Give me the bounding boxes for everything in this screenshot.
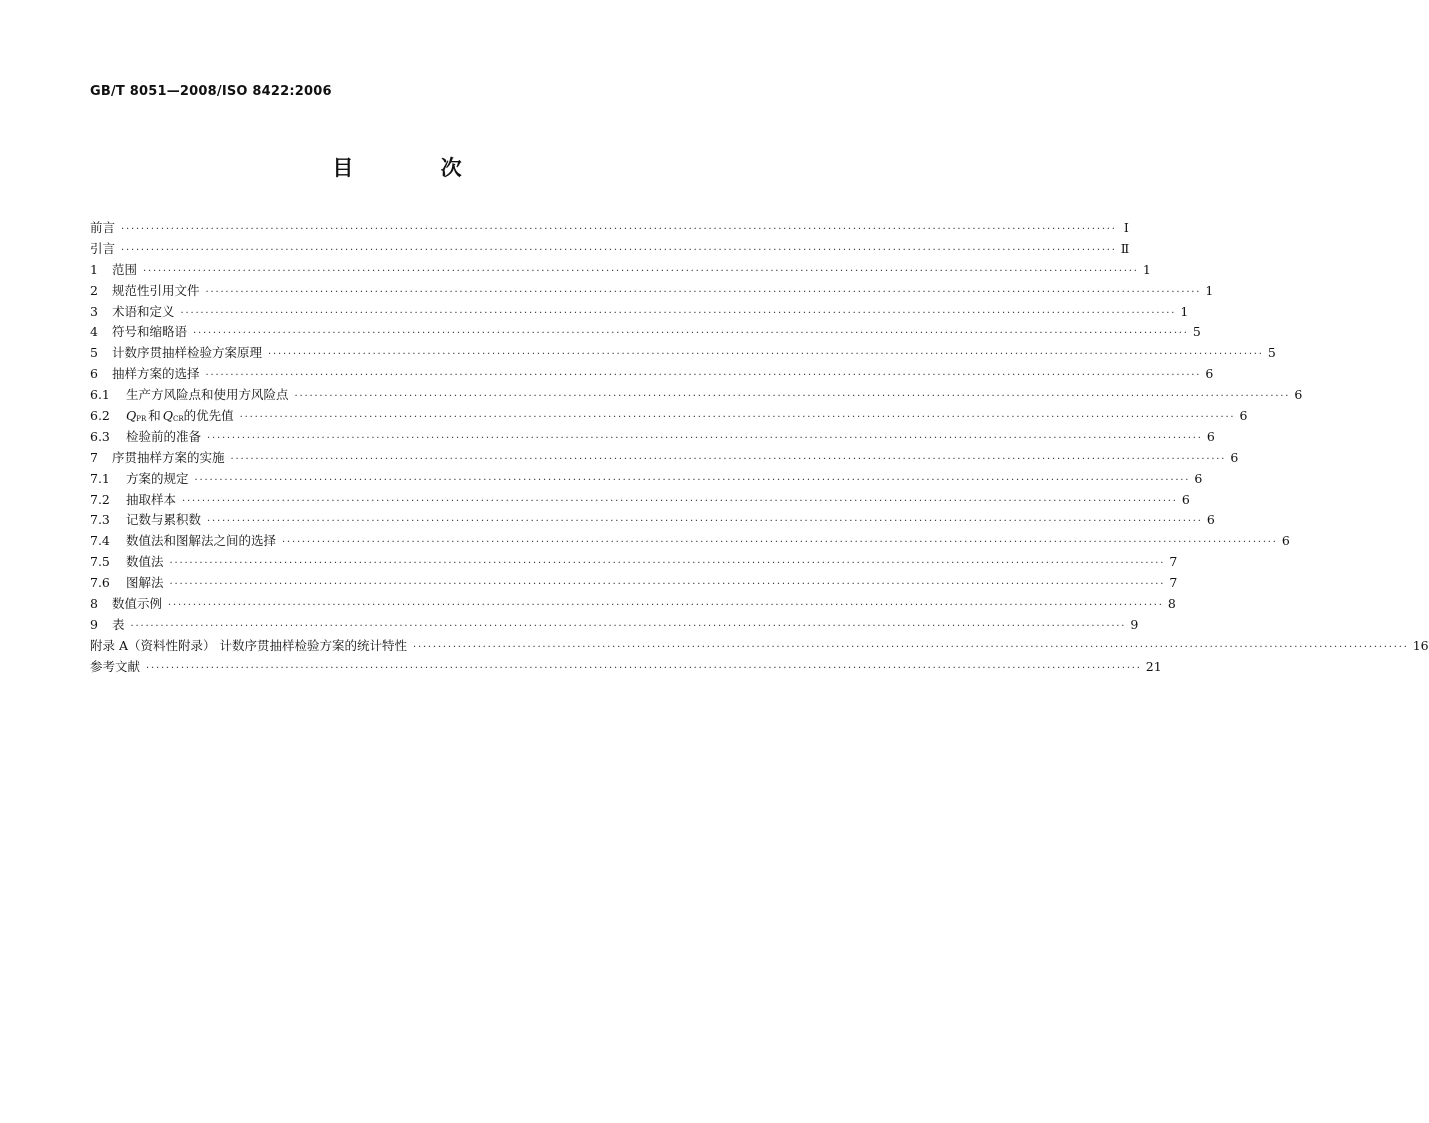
toc-page-number: 1 <box>1205 282 1214 298</box>
toc-leader-dots: ········································································································································································································ <box>412 641 1409 653</box>
toc-page-number: 5 <box>1267 345 1276 361</box>
toc-entry-label: 前言 <box>90 220 116 235</box>
toc-leader-dots: ········································································································································································································ <box>180 307 1177 319</box>
toc-entry[interactable] <box>90 427 1215 448</box>
toc-entry-label: 术语和定义 <box>112 303 175 319</box>
toc-leader-dots: ········································································································································································································ <box>207 432 1203 444</box>
toc-page-number: 7 <box>1169 575 1178 591</box>
toc-page-number: 6 <box>1239 408 1248 424</box>
toc-entry[interactable] <box>90 552 1178 573</box>
toc-page-number: Ⅱ <box>1120 240 1130 256</box>
toc-leader-dots: ········································································································································································································ <box>193 328 1189 340</box>
toc-label-part: Q <box>126 408 137 424</box>
toc-entry[interactable] <box>90 406 1248 427</box>
toc-page-number: 6 <box>1181 491 1190 507</box>
toc-section-number: 7.1 <box>90 470 110 486</box>
toc-leader-dots: ········································································································································································································ <box>169 579 1166 591</box>
toc-section-number: 2 <box>90 282 98 298</box>
toc-leader-dots: ········································································································································································································ <box>146 662 1142 674</box>
toc-entry[interactable] <box>90 239 1130 260</box>
toc-leader-dots: ········································································································································································································ <box>121 224 1117 235</box>
toc-page-number: 6 <box>1205 366 1214 382</box>
toc-entry[interactable] <box>90 322 1201 343</box>
toc-page-number: Ⅰ <box>1123 220 1129 235</box>
toc-leader-dots: ········································································································································································································ <box>143 265 1139 277</box>
toc-entry[interactable] <box>90 385 1303 406</box>
toc-page-number: 6 <box>1206 512 1215 528</box>
toc-page-number: 6 <box>1281 533 1290 549</box>
toc-entry-label: 参考文献 <box>90 658 141 674</box>
toc-entry[interactable] <box>90 448 1239 469</box>
toc-section-number: 7.3 <box>90 512 110 528</box>
toc-leader-dots: ········································································································································································································ <box>294 391 1291 403</box>
toc-entry-label: 数值法 <box>126 554 164 570</box>
toc-entry[interactable] <box>90 260 1151 281</box>
toc-entry-label: 生产方风险点和使用方风险点 <box>126 387 289 403</box>
toc-label-part: PR <box>136 415 147 424</box>
toc-section-number: 7 <box>90 449 98 465</box>
toc-entry[interactable] <box>90 531 1290 552</box>
toc-label-part: 和 <box>148 408 161 424</box>
toc-entry-label: 检验前的准备 <box>126 428 202 444</box>
toc-entry[interactable] <box>90 281 1214 302</box>
toc-section-number: 4 <box>90 324 98 340</box>
toc-leader-dots: ········································································································································································································ <box>168 600 1164 612</box>
toc-page-number: 1 <box>1180 303 1189 319</box>
toc-leader-dots: ········································································································································································································ <box>282 537 1278 549</box>
toc-page-number: 9 <box>1130 616 1139 632</box>
toc-leader-dots: ········································································································································································································ <box>205 286 1202 298</box>
toc-leader-dots: ········································································································································································································ <box>268 349 1264 361</box>
toc-entry[interactable] <box>90 469 1203 490</box>
toc-entry[interactable] <box>90 302 1189 323</box>
toc-entry-label: 规范性引用文件 <box>112 282 200 298</box>
toc-page-number: 6 <box>1206 428 1215 444</box>
toc-entry-label: 附录 A（资料性附录） 计数序贯抽样检验方案的统计特性 <box>90 637 407 653</box>
toc-entry[interactable] <box>90 218 1129 239</box>
toc-section-number: 6.1 <box>90 387 110 403</box>
toc-label-part: Q <box>162 408 173 424</box>
toc-page-number: 21 <box>1145 658 1162 674</box>
toc-section-number: 7.6 <box>90 575 110 591</box>
toc-entry-label: 数值示例 <box>112 596 163 612</box>
toc-entry-label: 抽样方案的选择 <box>112 366 200 382</box>
toc-entry-label: 引言 <box>90 240 116 256</box>
toc-page-number: 5 <box>1192 324 1201 340</box>
toc-entry[interactable] <box>90 364 1214 385</box>
toc-entry-label: 计数序贯抽样检验方案原理 <box>112 345 263 361</box>
toc-leader-dots: ········································································································································································································ <box>130 620 1127 632</box>
toc-leader-dots: ········································································································································································································ <box>239 412 1236 424</box>
toc-entry-label: 范围 <box>112 261 138 277</box>
toc-entry[interactable] <box>90 510 1215 531</box>
toc-entry-label: 抽取样本 <box>126 491 177 507</box>
toc-entry-label: 表 <box>112 616 125 632</box>
toc-entry-label: 序贯抽样方案的实施 <box>112 449 225 465</box>
toc-section-number: 7.5 <box>90 554 110 570</box>
table-of-contents <box>90 218 1429 678</box>
toc-label-part: CR <box>173 415 184 424</box>
toc-leader-dots: ········································································································································································································ <box>182 495 1178 507</box>
toc-entry-label: 图解法 <box>126 575 164 591</box>
page-title: 目 次 <box>332 155 502 180</box>
toc-section-number: 9 <box>90 616 98 632</box>
toc-entry[interactable] <box>90 343 1276 364</box>
toc-leader-dots: ········································································································································································································ <box>230 453 1227 465</box>
toc-section-number: 1 <box>90 261 98 277</box>
toc-page-number: 8 <box>1167 596 1176 612</box>
toc-page-number: 6 <box>1294 387 1303 403</box>
toc-entry[interactable] <box>90 594 1176 615</box>
toc-section-number: 6.3 <box>90 428 110 444</box>
toc-leader-dots: ········································································································································································································ <box>205 370 1202 382</box>
toc-entry[interactable] <box>90 490 1190 511</box>
toc-leader-dots: ········································································································································································································ <box>194 474 1191 486</box>
toc-leader-dots: ········································································································································································································ <box>207 516 1203 528</box>
toc-section-number: 3 <box>90 303 98 319</box>
toc-entry-label: 方案的规定 <box>126 470 189 486</box>
toc-entry[interactable] <box>90 573 1178 594</box>
toc-entry[interactable] <box>90 615 1139 636</box>
toc-entry-label: 符号和缩略语 <box>112 324 188 340</box>
toc-section-number: 5 <box>90 345 98 361</box>
toc-label-part: 的优先值 <box>183 408 234 424</box>
document-id: GB/T 8051—2008/ISO 8422:2006 <box>90 84 332 99</box>
toc-page-number: 1 <box>1142 261 1151 277</box>
toc-entry[interactable] <box>90 657 1162 678</box>
toc-page-number: 16 <box>1412 637 1429 653</box>
toc-page-number: 6 <box>1194 470 1203 486</box>
toc-entry[interactable] <box>90 636 1429 657</box>
toc-section-number: 6.2 <box>90 408 110 424</box>
toc-entry-label: 记数与累积数 <box>126 512 202 528</box>
toc-leader-dots: ········································································································································································································ <box>169 558 1166 570</box>
toc-entry-label: 数值法和图解法之间的选择 <box>126 533 277 549</box>
toc-section-number: 8 <box>90 596 98 612</box>
toc-page-number: 7 <box>1169 554 1178 570</box>
toc-section-number: 7.4 <box>90 533 110 549</box>
toc-section-number: 7.2 <box>90 491 110 507</box>
toc-page-number: 6 <box>1230 449 1239 465</box>
toc-section-number: 6 <box>90 366 98 382</box>
toc-leader-dots: ········································································································································································································ <box>121 244 1117 256</box>
